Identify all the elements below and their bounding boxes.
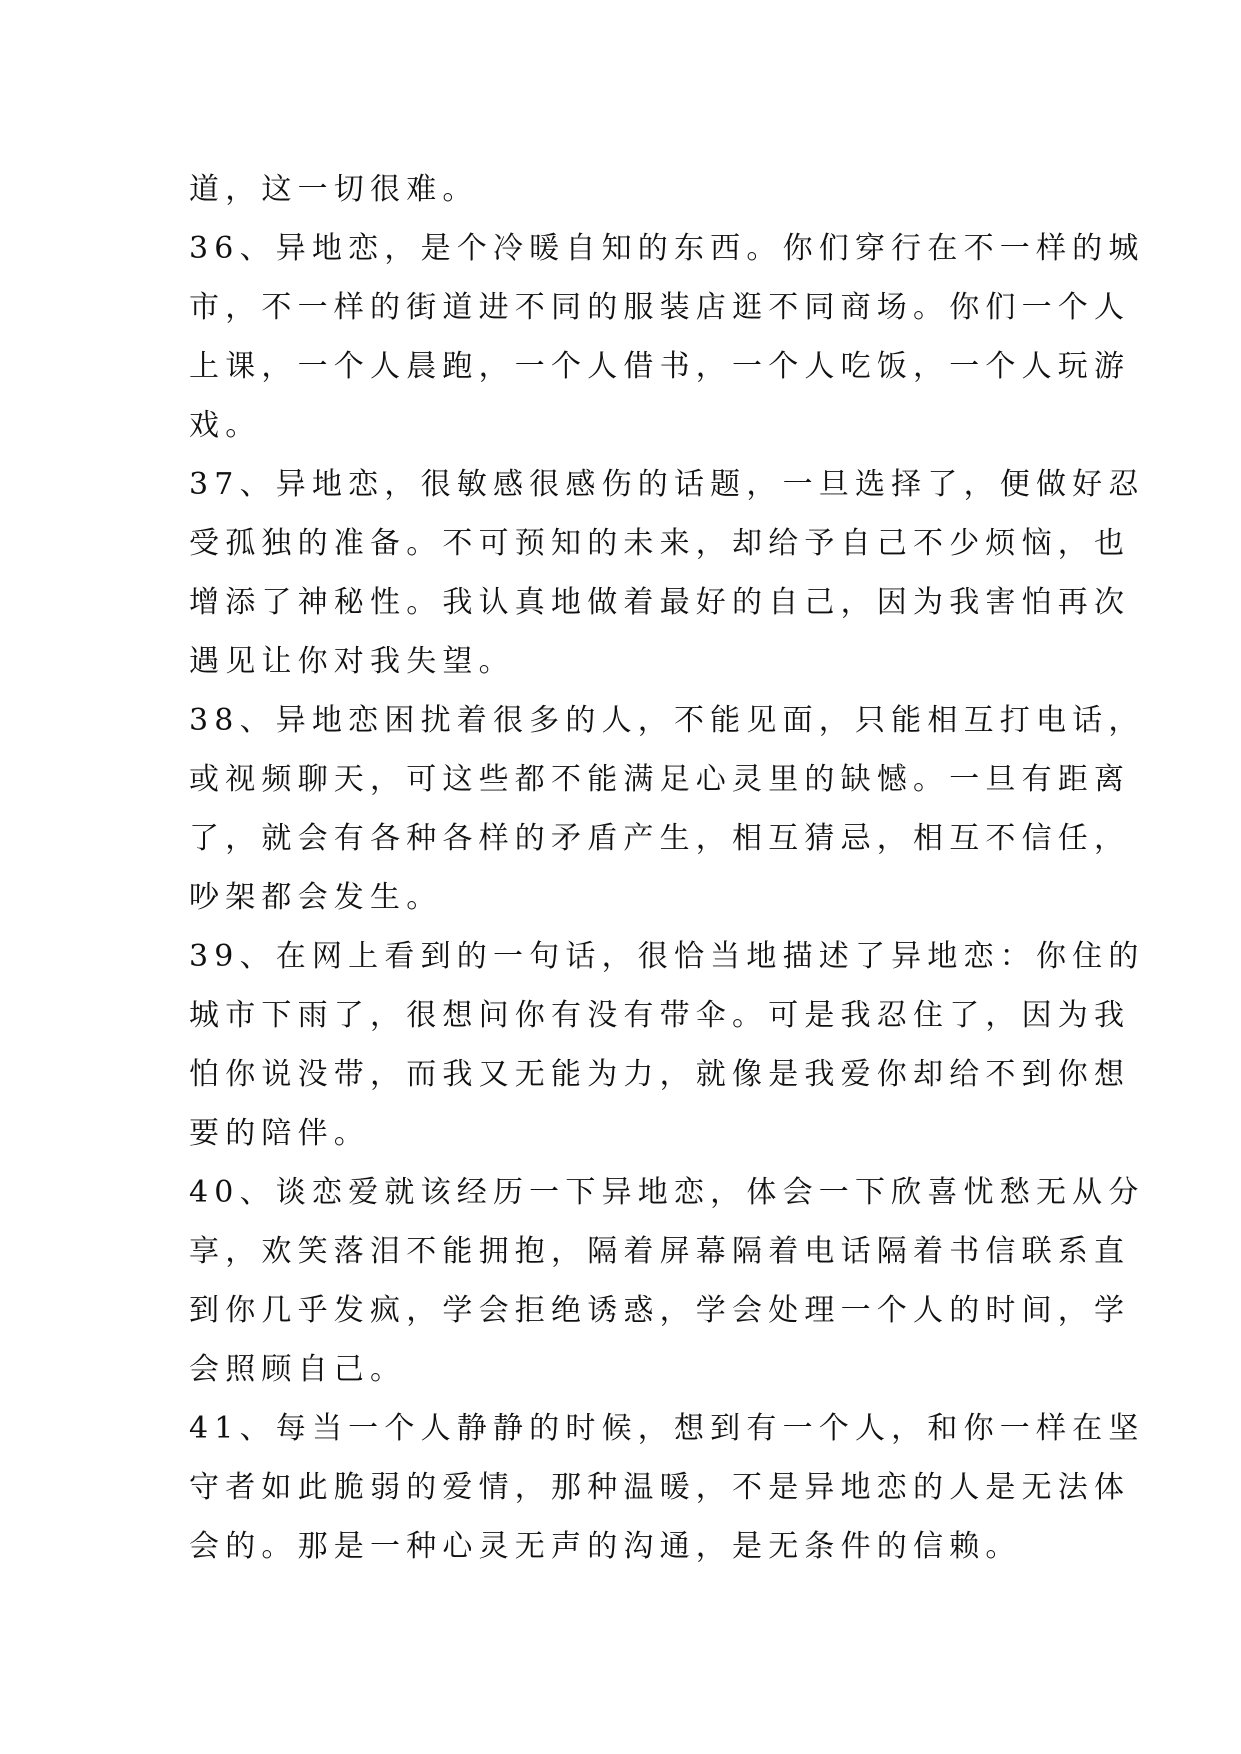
text-line: 享，欢笑落泪不能拥抱，隔着屏幕隔着电话隔着书信联系直 [189,1234,1131,1269]
text-line: 41、每当一个人静静的时候，想到有一个人，和你一样在坚 [189,1411,1145,1446]
text-line: 受孤独的准备。不可预知的未来，却给予自己不少烦恼，也 [189,526,1131,561]
text-line: 市，不一样的街道进不同的服装店逛不同商场。你们一个人 [189,290,1131,325]
text-line: 36、异地恋，是个冷暖自知的东西。你们穿行在不一样的城 [189,231,1145,266]
text-line: 吵架都会发生。 [189,880,443,915]
text-line: 守者如此脆弱的爱情，那种温暖，不是异地恋的人是无法体 [189,1470,1131,1505]
text-line: 40、谈恋爱就该经历一下异地恋，体会一下欣喜忧愁无从分 [189,1175,1145,1210]
text-line: 上课，一个人晨跑，一个人借书，一个人吃饭，一个人玩游 [189,349,1131,384]
text-line: 要的陪伴。 [189,1116,370,1151]
text-line: 会的。那是一种心灵无声的沟通，是无条件的信赖。 [189,1529,1022,1564]
document-body [189,160,1145,1576]
text-line: 遇见让你对我失望。 [189,644,515,679]
text-line: 城市下雨了，很想问你有没有带伞。可是我忍住了，因为我 [189,998,1131,1033]
text-line: 了，就会有各种各样的矛盾产生，相互猜忌，相互不信任， [189,821,1131,856]
text-line: 或视频聊天，可这些都不能满足心灵里的缺憾。一旦有距离 [189,762,1131,797]
text-line: 戏。 [189,408,262,443]
text-line: 39、在网上看到的一句话，很恰当地描述了异地恋：你住的 [189,939,1145,974]
text-line: 37、异地恋，很敏感很感伤的话题，一旦选择了，便做好忍 [189,467,1145,502]
text-line: 怕你说没带，而我又无能为力，就像是我爱你却给不到你想 [189,1057,1131,1092]
text-line: 会照顾自己。 [189,1352,407,1387]
text-line: 到你几乎发疯，学会拒绝诱惑，学会处理一个人的时间，学 [189,1293,1131,1328]
text-line: 增添了神秘性。我认真地做着最好的自己，因为我害怕再次 [189,585,1131,620]
text-line: 38、异地恋困扰着很多的人，不能见面，只能相互打电话， [189,703,1145,738]
text-line: 道，这一切很难。 [189,172,479,207]
